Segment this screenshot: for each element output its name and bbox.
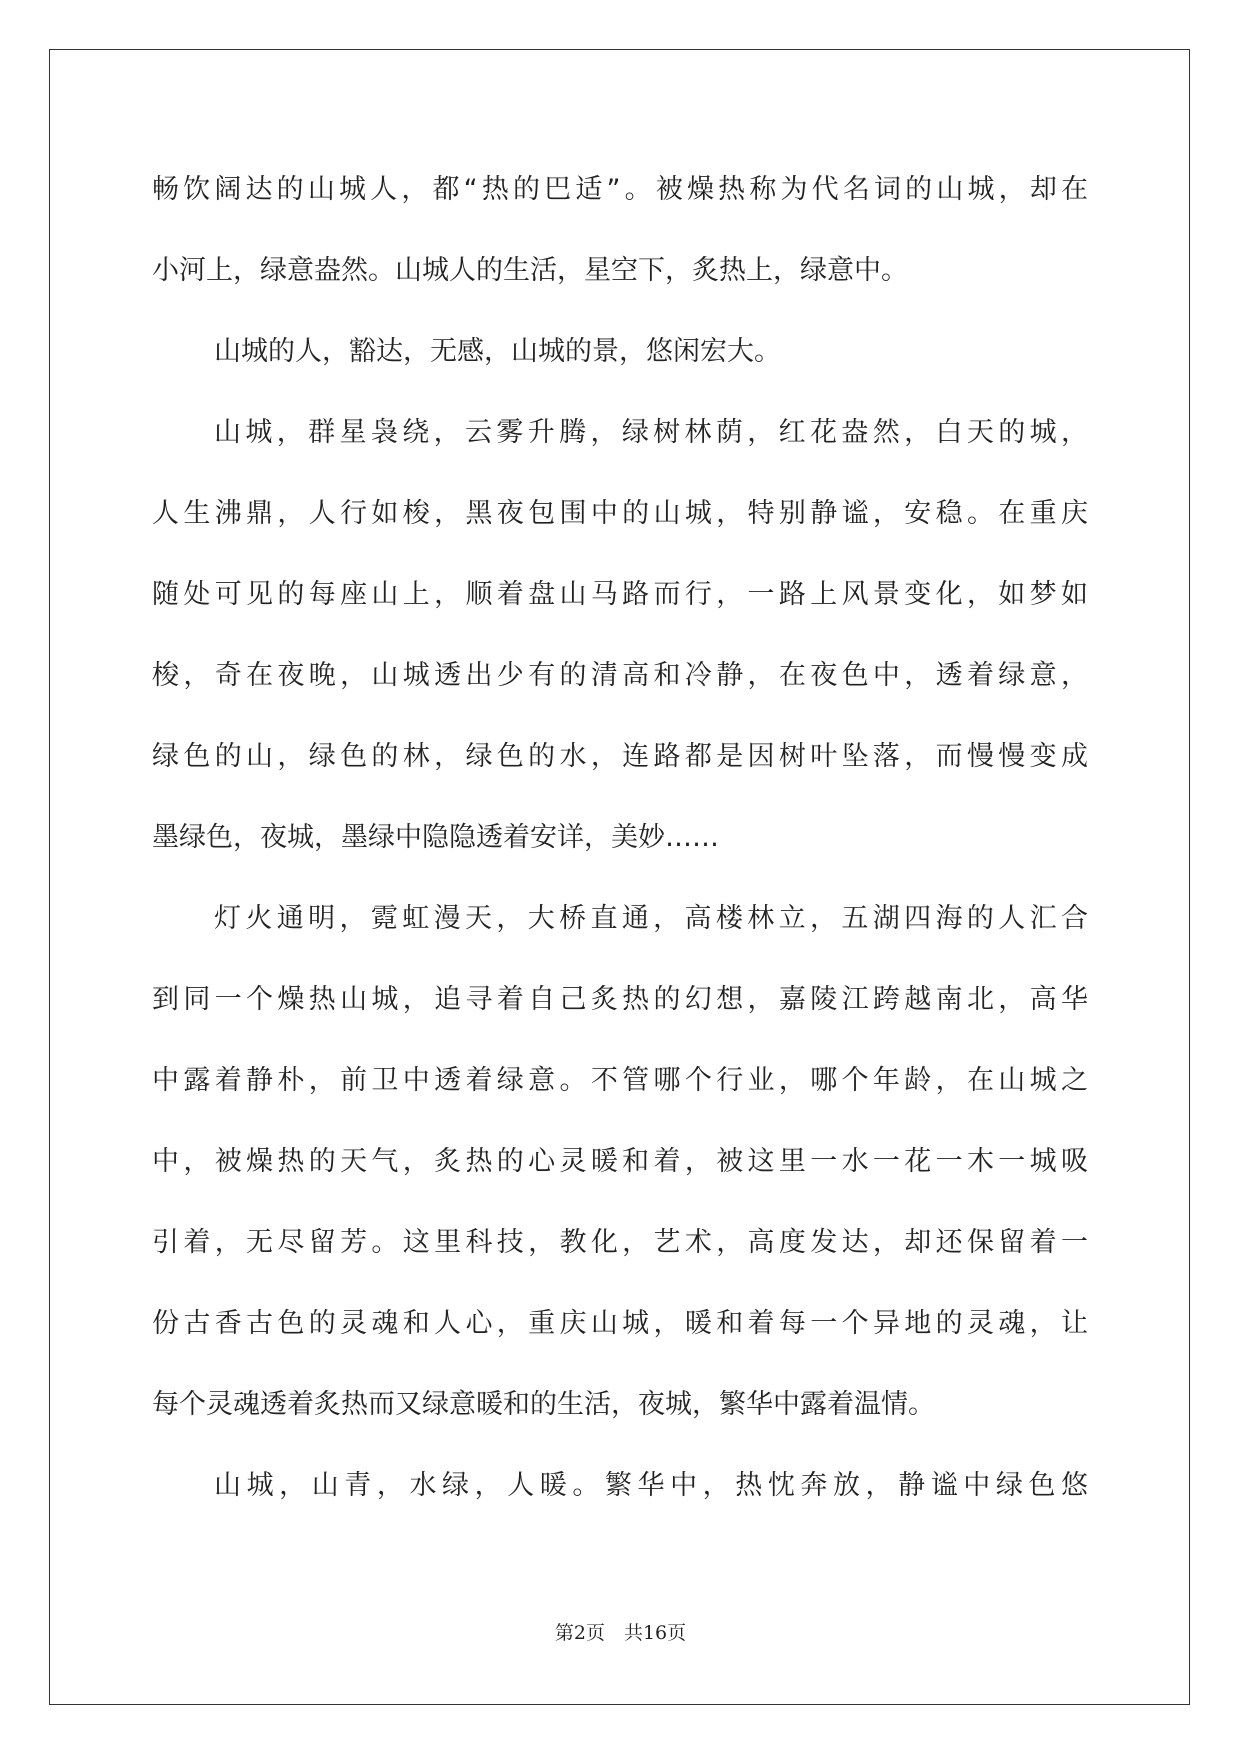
page-footer: 第2页 共16页 <box>554 1622 687 1644</box>
text-line: 到同一个燥热山城，追寻着自己炙热的幻想，嘉陵江跨越南北，高华 <box>152 984 1088 1015</box>
text-line: 引着，无尽留芳。这里科技，教化，艺术，高度发达，却还保留着一 <box>152 1227 1088 1258</box>
text-line: 山城的人，豁达，无感，山城的景，悠闲宏大。 <box>214 336 781 367</box>
text-line: 随处可见的每座山上，顺着盘山马路而行，一路上风景变化，如梦如 <box>152 579 1088 610</box>
text-line: 梭，奇在夜晚，山城透出少有的清高和冷静，在夜色中，透着绿意， <box>152 660 1088 691</box>
text-line: 绿色的山，绿色的林，绿色的水，连路都是因树叶坠落，而慢慢变成 <box>152 741 1088 772</box>
text-line: 人生沸鼎，人行如梭，黑夜包围中的山城，特别静谧，安稳。在重庆 <box>152 498 1088 529</box>
text-line: 山城，山青，水绿，人暖。繁华中，热忱奔放，静谧中绿色悠 <box>214 1470 1088 1501</box>
document-body <box>152 149 1088 1526</box>
text-line: 中，被燥热的天气，炙热的心灵暖和着，被这里一水一花一木一城吸 <box>152 1146 1088 1177</box>
text-line: 中露着静朴，前卫中透着绿意。不管哪个行业，哪个年龄，在山城之 <box>152 1065 1088 1096</box>
text-line: 山城，群星袅绕，云雾升腾，绿树林荫，红花盎然，白天的城， <box>214 417 1088 448</box>
text-line: 畅饮阔达的山城人，都“热的巴适”。被燥热称为代名词的山城，却在 <box>152 174 1088 205</box>
text-line: 份古香古色的灵魂和人心，重庆山城，暖和着每一个异地的灵魂，让 <box>152 1308 1088 1339</box>
text-line: 小河上，绿意盎然。山城人的生活，星空下，炙热上，绿意中。 <box>152 255 908 286</box>
text-line: 灯火通明，霓虹漫天，大桥直通，高楼林立，五湖四海的人汇合 <box>214 903 1088 934</box>
text-line: 每个灵魂透着炙热而又绿意暖和的生活，夜城，繁华中露着温情。 <box>152 1389 935 1420</box>
text-line: 墨绿色，夜城，墨绿中隐隐透着安详，美妙…… <box>152 822 719 853</box>
